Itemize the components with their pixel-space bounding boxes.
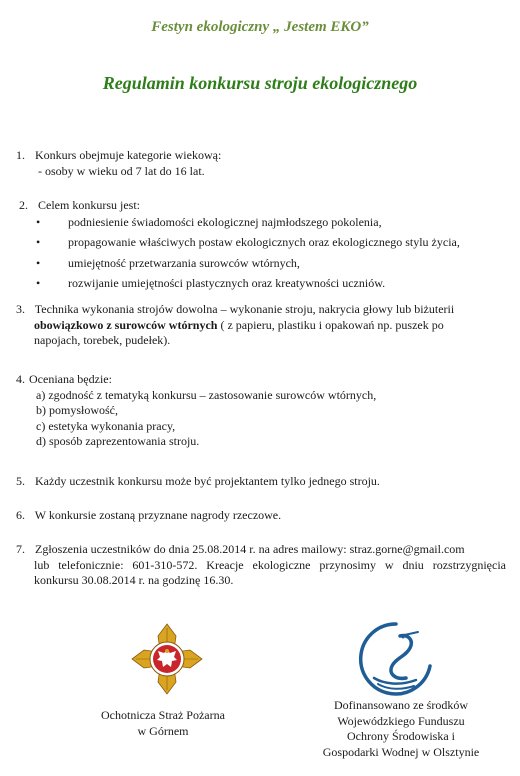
section-3	[16, 302, 506, 349]
section-line: Zgłoszenia uczestników do dnia 25.08.2014 r. na adres mailowy: straz.gorne@gmail.com	[35, 542, 465, 556]
criteria-list	[16, 388, 506, 450]
list-item: d) sposób zaprezentowania stroju.	[36, 434, 200, 448]
section-item: - osoby w wieku od 7 lat do 16 lat.	[38, 163, 205, 178]
section-number: 7.	[16, 542, 25, 556]
fund-caption: Dofinansowano ze środków Wojewódzkiego Funduszu Ochrony Środowiska i Gospodarki Wodnej w Olsztynie	[322, 698, 480, 759]
section-line: lub telefonicznie: 601-310-572. Kreacje ekologiczne przynosimy w dniu rozstrzygnięcia	[34, 557, 506, 572]
section-text: Konkurs obejmuje kategorie wiekową:	[35, 148, 222, 162]
bullet-icon: •	[36, 214, 41, 229]
section-text: Celem konkursu jest:	[38, 198, 140, 212]
list-item: b) pomysłowość,	[36, 403, 118, 417]
list-item: • umiejętność przetwarzania surowców wtórnych,	[36, 255, 300, 270]
section-text: W konkursie zostaną przyznane nagrody rzeczowe.	[34, 508, 282, 522]
section-line: Technika wykonania strojów dowolna – wykonanie stroju, nakrycia głowy lub biżuterii	[34, 302, 455, 316]
section-number: 2.	[19, 198, 28, 212]
section-text: Każdy uczestnik konkursu może być projektantem tylko jednego stroju.	[35, 474, 380, 488]
list-item: • podniesienie świadomości ekologicznej najmłodszego pokolenia,	[36, 214, 382, 229]
stork-circle-icon	[356, 620, 436, 698]
rules-title: Regulamin konkursu stroju ekologicznego	[102, 73, 418, 93]
section-2	[16, 198, 506, 292]
section-number: 6.	[16, 508, 25, 522]
section-number: 4.	[16, 372, 25, 386]
section-line: konkursu 30.08.2014 r. na godzinę 16.30.	[34, 573, 234, 587]
fire-brigade-caption: Ochotnicza Straż Pożarna w Górnem	[101, 708, 225, 738]
section-5	[16, 474, 506, 490]
section-text: Oceniana będzie:	[29, 372, 112, 386]
list-item: • rozwijanie umiejętności plastycznych oraz kreatywności uczniów.	[36, 276, 386, 290]
list-item: a) zgodność z tematyką konkursu – zastosowanie surowców wtórnych,	[36, 387, 377, 402]
list-item: • propagowanie właściwych postaw ekologicznych oraz ekologicznego stylu życia,	[36, 235, 460, 249]
bullet-icon: •	[36, 276, 41, 290]
section-line: napojach, torebek, pudełek).	[34, 333, 171, 347]
section-1	[16, 148, 506, 179]
section-6	[16, 508, 506, 524]
bullet-icon: •	[36, 255, 41, 270]
section-line: ( z papieru, plastiku i opakowań np. puszek po	[217, 317, 444, 332]
list-item: c) estetyka wykonania pracy,	[36, 418, 176, 433]
section-number: 1.	[16, 148, 25, 162]
goals-list	[16, 215, 506, 292]
section-bold-text: obowiązkowo z surowców wtórnych	[34, 317, 218, 332]
section-7	[16, 542, 506, 589]
section-number: 3.	[16, 302, 25, 316]
section-number: 5.	[16, 474, 25, 488]
section-4	[16, 372, 506, 450]
festival-title: Festyn ekologiczny „ Jestem EKO”	[151, 19, 369, 35]
bullet-icon: •	[36, 235, 41, 249]
fire-brigade-cross-eagle-icon	[130, 622, 204, 696]
